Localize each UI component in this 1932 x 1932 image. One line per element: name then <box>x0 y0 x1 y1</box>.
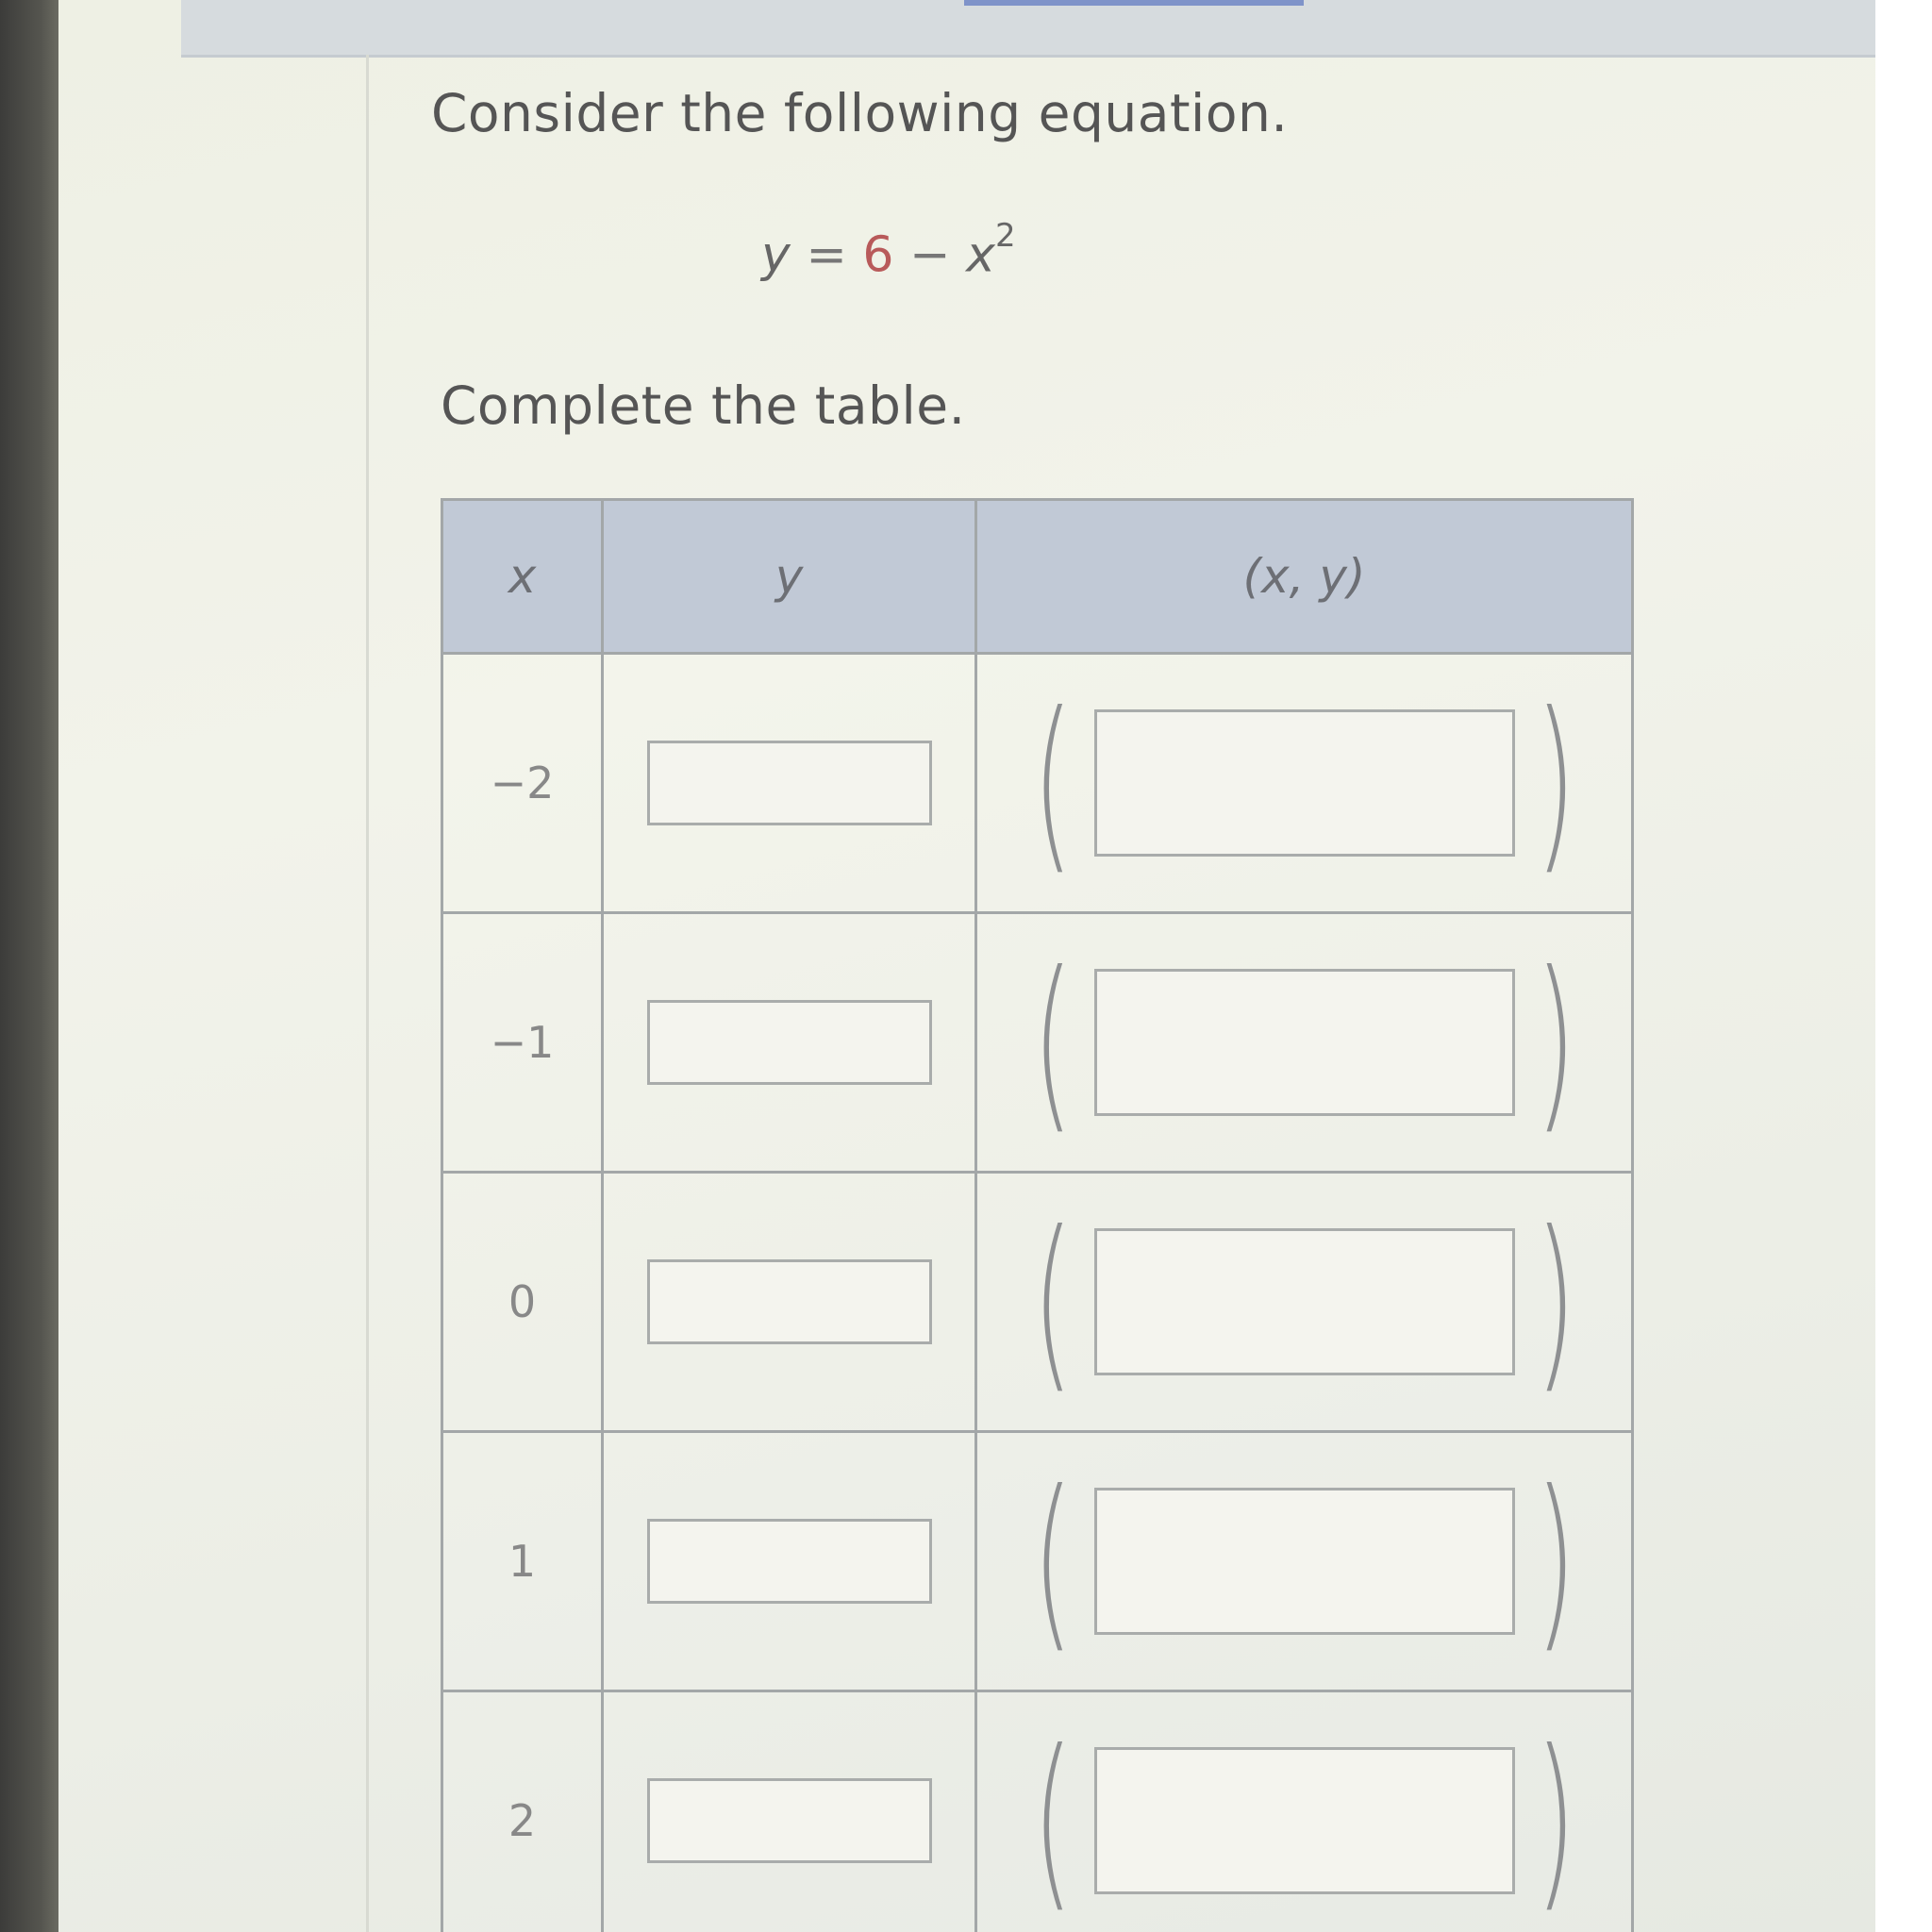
close-paren: ) <box>1535 932 1575 1152</box>
screen <box>58 0 1875 1932</box>
close-paren: ) <box>1535 1451 1575 1671</box>
content-divider <box>366 55 369 1932</box>
open-paren: ( <box>1033 1710 1074 1930</box>
pair-cell <box>976 654 1633 913</box>
close-paren: ) <box>1535 673 1575 892</box>
pair-input[interactable] <box>1094 709 1515 857</box>
pair-input[interactable] <box>1094 969 1515 1116</box>
open-paren: ( <box>1033 1191 1074 1411</box>
pair-input[interactable] <box>1094 1228 1515 1375</box>
close-paren: ) <box>1535 1191 1575 1411</box>
y-cell <box>603 1691 976 1932</box>
table-row <box>442 913 1633 1173</box>
y-input[interactable] <box>647 1000 932 1085</box>
open-paren: ( <box>1033 932 1074 1152</box>
equation-minus: − <box>909 226 951 284</box>
x-value: −1 <box>442 913 603 1173</box>
y-input[interactable] <box>647 1778 932 1863</box>
equation-lhs: y <box>761 226 791 284</box>
question-instruction: Complete the table. <box>441 375 966 436</box>
table-row <box>442 1432 1633 1691</box>
pair-cell <box>976 913 1633 1173</box>
equation <box>761 217 1016 284</box>
x-value: 2 <box>442 1691 603 1932</box>
question-prompt: Consider the following equation. <box>431 83 1289 143</box>
equation-exponent: 2 <box>994 217 1016 255</box>
monitor-bezel <box>0 0 58 1932</box>
pair-cell <box>976 1173 1633 1432</box>
open-paren: ( <box>1033 673 1074 892</box>
table-row <box>442 1173 1633 1432</box>
header-x: x <box>442 500 603 654</box>
y-input[interactable] <box>647 741 932 825</box>
header-y: y <box>603 500 976 654</box>
y-input[interactable] <box>647 1519 932 1604</box>
header-pair: (x, y) <box>976 500 1633 654</box>
x-value: 0 <box>442 1173 603 1432</box>
top-header-strip <box>181 0 1875 58</box>
y-cell <box>603 1432 976 1691</box>
close-paren: ) <box>1535 1710 1575 1930</box>
y-cell <box>603 1173 976 1432</box>
x-value: −2 <box>442 654 603 913</box>
x-value: 1 <box>442 1432 603 1691</box>
pair-input[interactable] <box>1094 1488 1515 1635</box>
table-row <box>442 654 1633 913</box>
y-cell <box>603 913 976 1173</box>
y-cell <box>603 654 976 913</box>
table-row <box>442 1691 1633 1932</box>
equation-variable: x <box>966 226 995 284</box>
values-table <box>441 498 1634 1932</box>
top-accent-bar <box>964 0 1304 6</box>
y-input[interactable] <box>647 1259 932 1344</box>
open-paren: ( <box>1033 1451 1074 1671</box>
pair-cell <box>976 1691 1633 1932</box>
equation-constant: 6 <box>862 226 894 284</box>
table-header-row <box>442 500 1633 654</box>
pair-input[interactable] <box>1094 1747 1515 1894</box>
pair-cell <box>976 1432 1633 1691</box>
equation-equals: = <box>806 226 847 284</box>
